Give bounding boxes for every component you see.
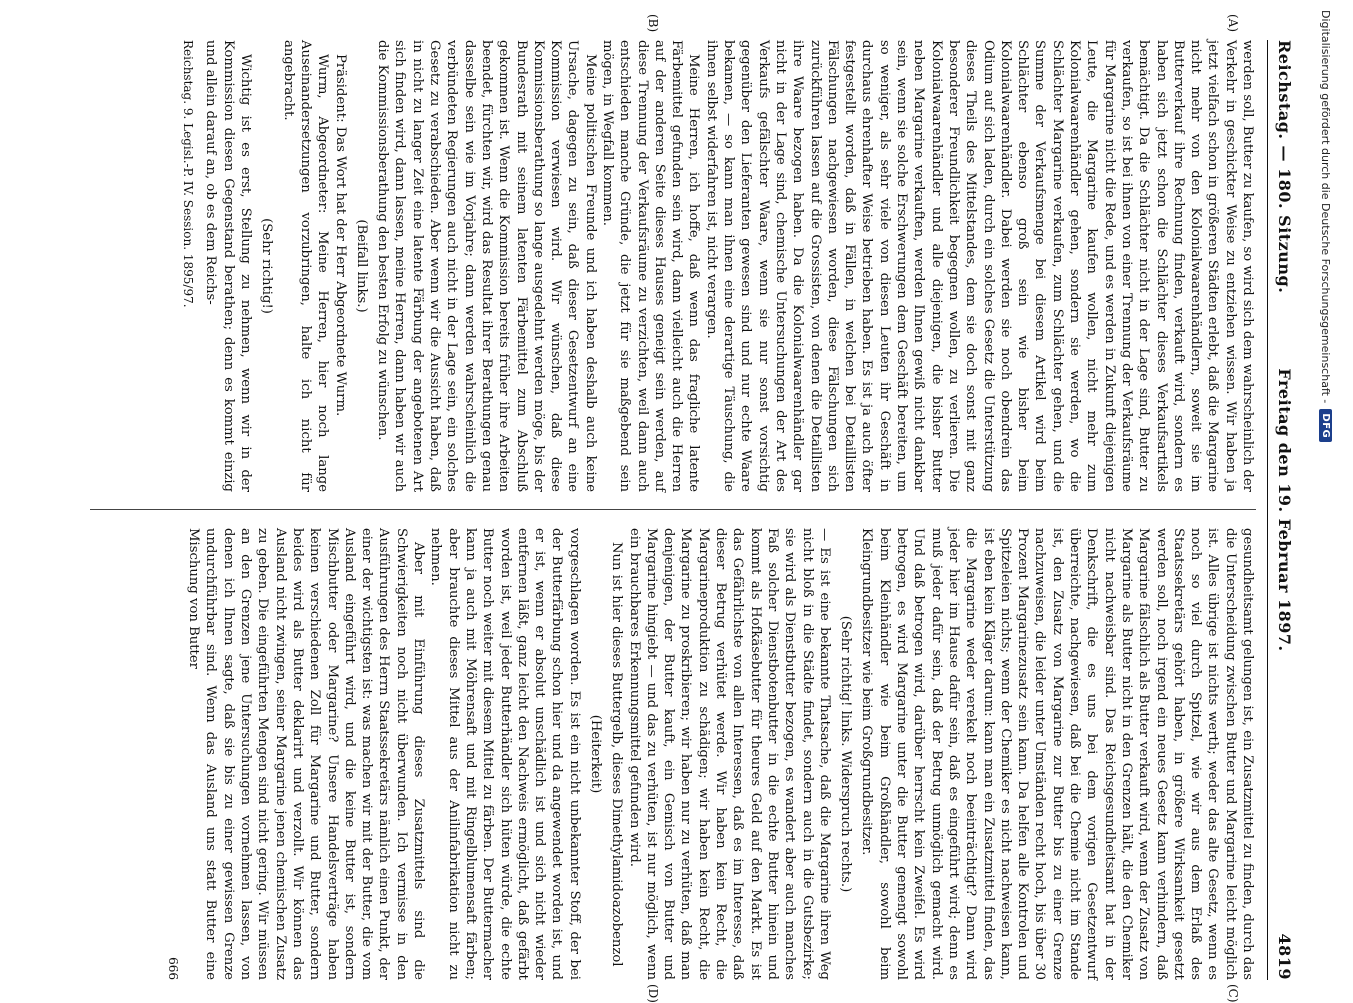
president-line: Präsident: Das Wort hat der Herr Abgeordnete Wurm. bbox=[332, 54, 348, 417]
page-header bbox=[1270, 40, 1300, 980]
margin-mark-a: (A) bbox=[1226, 14, 1240, 33]
column-divider bbox=[90, 509, 1256, 510]
dfg-logo-icon: DFG bbox=[1320, 409, 1333, 442]
digitization-credit bbox=[1315, 10, 1337, 990]
paragraph: — Es ist eine bekannte Thatsache, daß die Margarine ihren Weg nicht bloß in die Städte findet, sondern auch in die Gutsbezirke; sie wird als Dienstbutter bezogen, es wandert aber auch manches Faß solcher Dienstbotenbutter in die echte Butter hinein und kommt als Hofkäsebutter für theures Geld auf den Markt. Es ist das Gefährlichste von allen Interessen, daß es im Interesse, daß dieser Betrug verhütet werde. Wir haben kein Recht, die Margarineproduktion zu schädigen; wir haben kein Recht, die Margarine zu proskribieren; wir haben nur zu verhüten, daß man denjenigen, der Butter kauft, ein Gemisch von Butter und Margarine hingiebt — und das zu verhüten, ist nur möglich, wenn ein brauchbares Erkennungsmittel gefunden wird. bbox=[626, 528, 832, 980]
interjection: (Beifall links.) bbox=[353, 219, 369, 313]
paragraph: Nun ist hier dieses Buttergelb, dieses Dimethylamidoazobenzol bbox=[609, 542, 625, 967]
page-code: 666 bbox=[165, 957, 180, 980]
interjection: (Heiterkeit) bbox=[588, 714, 604, 794]
wurm-speech-continued: Wichtig ist es erst, Stellung zu nehmen, wenn wir in der Kommission diesen Gegenstand berathen; denn es kommt einzig und allein darauf an, ob es dem Reichs- bbox=[203, 40, 254, 492]
footer-session-note: Reichstag. 9. Legisl.-P. IV. Session. 1895/97. bbox=[181, 40, 196, 308]
paragraph: gesundheitsamt gelungen ist, ein Zusatzmittel zu finden, durch das die Unterscheidung zwischen Butter und Margarine leicht möglich ist. Alles übrige ist nichts werth; weder das alte Gesetz, wenn es noch so viel durch Spitzel, wie wir aus dem Erlaß des Staatssekretärs gehört haben, in größere Wirksamkeit gesetzt werden soll, noch irgend ein neues Gesetz kann verhindern, daß Margarine fälschlich als Butter verkauft wird, wenn der Zusatz von Margarine als Butter nicht in den Grenzen hält, die den Chemiker nicht nachweisbar sind. Das Reichsgesundheitsamt hat in der Denkschrift, die es uns bei dem vorigen Gesetzentwurf überreichte, nachgewiesen, daß bei die Chemie nicht im Stande ist, den Zusatz von Margarine zur Butter bis zu einer Grenze nachzuweisen, die leider unter Umständen recht hoch, bis über 30 Prozent Margarinezusatz sein kann. Da helfen alle Kontrolen und Spitzeleien nichts; wenn der Chemiker es nicht nachweisen kann, ist eben kein Kläger darum: kann man ein Zusatzmittel finden, das die Margarine weder verekelt noch beeinträchtigt? Dann wird jeder hier im Hause dafür sein, daß es eingeführt wird; denn es muß jeder dafür sein, daß der Betrug unmöglich gemacht wird. Und daß betrogen wird, darüber herrscht kein Zweifel. Es wird betrogen, es wird Margarine unter die Butter gemengt sowohl beim Kleinhändler wie beim Großhändler, sowohl beim Kleingrundbesitzer wie beim Großgrundbesitzer. bbox=[859, 528, 1255, 980]
header-rule bbox=[1267, 40, 1268, 980]
margin-mark-d: (D) bbox=[646, 984, 660, 1003]
paragraph: Aber mit Einführung dieses Zusatzmittels sind die Schwierigkeiten noch nicht überwunden. Ich vermisse in den Ausführungen des Herrn Staatssekretärs nämlich einen Punkt, der einer der wichtigsten ist: was machen wir mit der Butter, die vom Ausland eingeführt wird, und die keine Butter ist, sondern Mischbutter oder Margarine? Unsere Handelsverträge haben keinen verschiedenen Zoll für Margarine und Butter, sondern beides wird als Butter deklarirt und verzollt. Wir können das Ausland nicht zwingen, seiner Margarine jenen chemischen Zusatz zu geben. Die eingeführten Mengen sind nicht gering. Wir müssen an den Grenzen jene Untersuchungen vornehmen lassen, von denen ich Ihnen sagte, daß sie bis zu einer gewissen Grenze undurchführbar sind. Wenn das Ausland uns statt Butter eine Mischung von Butter bbox=[186, 528, 427, 980]
paragraph: werden soll, Butter zu kaufen, so wird sich dem wahrscheinlich der Verkehr in geschickter Weise zu entziehen wissen. Wir haben ja jetzt vielfach schon in größeren Städten erlebt, daß die Margarine nicht mehr von den Kolonialwaarenhändlern, soweit sie im Butterverkauf ihre Rechnung finden, verkauft wird, sondern es haben sich jetzt schon die Schlächter dieses Verkaufsartikels bemächtigt. Da die Schlächter nicht in der Lage sind, Butter zu verkaufen, so ist bei ihnen von einer Trennung der Verkaufsräume für Margarine nicht die Rede, und es werden in Zukunft diejenigen Leute, die Margarine kaufen wollen, nicht mehr zum Kolonialwaarenhändler gehen, sondern sie werden, wo die Schlächter Margarine verkaufen, zum Schlächter gehen, und die Summe der Verkaufsmenge bei diesem Artikel wird beim Schlächter ebenso groß sein wie bisher beim Kolonialwaarenhändler. Dabei werden sie noch obendrein das Odium auf sich laden, durch ein solches Gesetz die Unterstützung dieses Theils des Mittelstandes, dem sie doch sonst mit ganz besonderer Freundlichkeit begegnen wollen, zu verlieren. Die Kolonialwaarenhändler und alle diejenigen, die bisher Butter neben Margarine verkauften, werden Ihnen gewiß nicht dankbar sein, wenn sie solche Erschwerungen dem Geschäft bereiten, um so weniger, als sehr viele von diesen Leuten ihr Geschäft in durchaus ehrenhafter Weise betrieben haben. Es ist ja auch öfter festgestellt worden, daß in Fällen, in welchen bei Detaillisten Fälschungen nachgewiesen worden, diese Fälschungen sich zurückführen lassen auf die Grossisten, von denen die Detaillisten ihre Waare bezogen haben. Da die Kolonialwaarenhändler gar nicht in der Lage sind, chemische Untersuchungen der Art des Verkaufs gefälschter Waare, wenn sie nur sonst vorsichtig gegenüber den Lieferanten gewesen sind und nur echte Waare bekamen, — so kann man ihnen eine derartige Täuschung, die ihnen selbst widerfahren ist, nicht verargen. bbox=[703, 40, 1255, 492]
margin-mark-b: (B) bbox=[646, 14, 660, 33]
credit-text: Digitalisierung gefördert durch die Deutsche Forschungsgemeinschaft - bbox=[1319, 10, 1333, 404]
paragraph: Meine politischen Freunde und ich haben deshalb auch keine Ursache, dagegen zu sein, daß dieser Gesetzentwurf an eine Kommission verwiesen wird. Wir wünschen, daß diese Kommissionsberathung so lange ausgedehnt werden möge, bis der Bundesrath mit seinem latenten Färbemittel zum Abschluß gekommen ist. Wenn die Kommission bereits früher ihre Arbeiten beendet, fürchten wir, wird das Resultat ihrer Berathungen genau dasselbe sein wie im Vorjahre; dann werden wahrscheinlich die verbündeten Regierungen auch nicht in der Lage sein, ein solches Gesetz zu verabschieden. Aber wenn wir die Aussicht haben, daß in nicht zu langer Zeit eine latente Färbung der angebotenen Art sich finden wird, dann lassen, meine Herren, dann haben wir auch die Kommissionsberathung den besten Erfolg zu wünschen. bbox=[375, 40, 598, 492]
wurm-speech: Wurm, Abgeordneter: Meine Herren, hier noch lange Auseinandersetzungen vorzubringen, halte ich nicht für angebracht. bbox=[280, 40, 331, 492]
interjection: (Sehr richtig!) bbox=[259, 218, 275, 314]
interjection: (Sehr richtig! links. Widerspruch rechts.) bbox=[838, 615, 854, 893]
right-column bbox=[90, 528, 1256, 980]
left-column bbox=[90, 40, 1256, 492]
header-date: Freitag den 19. Februar 1897. bbox=[1275, 368, 1295, 652]
page-number: 4819 bbox=[1275, 933, 1295, 980]
header-left: Reichstag. — 180. Sitzung. bbox=[1275, 40, 1295, 294]
paragraph: Meine Herren, ich hoffe, daß wenn das fragliche latente Färbemittel gefunden sein wird, dann vielleicht auch die Herren auf der anderen Seite dieses Hauses geneigt sein werden, auf diese Trennung der Verkaufsräume zu verzichten, weil dann auch entschieden manche Gründe, die jetzt für sie maßgebend sein mögen, in Wegfall kommen. bbox=[600, 40, 702, 492]
scanned-page bbox=[90, 14, 1300, 1003]
margin-mark-c: (C) bbox=[1226, 984, 1240, 1003]
paragraph: vorgeschlagen worden. Es ist ein nicht unbekannter Stoff, der bei der Butterfärbung schon hier und da angewendet worden ist, und er ist, wenn er absolut unschädlich ist und sich nicht wieder entfernen läßt, ganz leicht den Nachweis ermöglicht, daß gefärbt worden ist, weil jeder Butterhändler sich hüten würde, die echte Butter noch weiter mit diesem Mittel zu färben. Der Buttermacher kann ja auch mit Möhrensaft und mit Ringelblumensaft färben; aber brauchte dieses Mittel aus der Anilinfabrikation nicht zu nehmen. bbox=[428, 528, 582, 980]
